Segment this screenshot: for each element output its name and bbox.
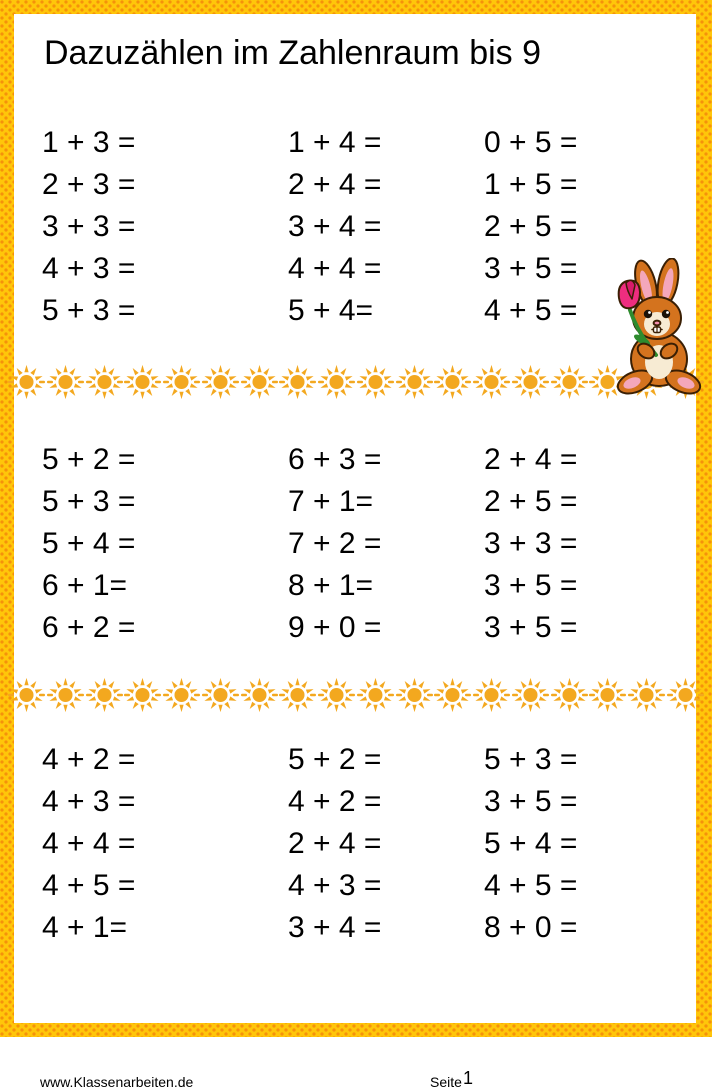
- sun-divider: [8, 673, 704, 717]
- footer-website: www.Klassenarbeiten.de: [40, 1074, 194, 1088]
- problem-column: [288, 122, 488, 332]
- math-problem: 4 + 2 =: [42, 743, 136, 776]
- math-problem: 3 + 4 =: [288, 911, 382, 944]
- math-problem: 1 + 3 =: [42, 126, 136, 159]
- footer-page-number: 1: [463, 1068, 474, 1088]
- math-problem: 4 + 3 =: [42, 252, 136, 285]
- math-problem: 2 + 3 =: [42, 168, 136, 201]
- math-problem: 2 + 4 =: [288, 827, 382, 860]
- math-problem: 2 + 5 =: [484, 485, 578, 518]
- math-problem: 2 + 4 =: [288, 168, 382, 201]
- math-problem: 5 + 3 =: [42, 294, 136, 327]
- math-problem: 3 + 5 =: [484, 611, 578, 644]
- math-problem: 4 + 4 =: [42, 827, 136, 860]
- problem-column: [288, 739, 488, 949]
- math-problem: 4 + 5 =: [484, 869, 578, 902]
- math-problem: 5 + 2 =: [42, 443, 136, 476]
- problem-column: [42, 739, 242, 949]
- math-problem: 4 + 4 =: [288, 252, 382, 285]
- math-problem: 2 + 4 =: [484, 443, 578, 476]
- math-problem: 7 + 2 =: [288, 527, 382, 560]
- problem-column: [42, 439, 242, 649]
- math-problem: 5 + 3 =: [42, 485, 136, 518]
- math-problem: 6 + 3 =: [288, 443, 382, 476]
- math-problem: 5 + 4 =: [484, 827, 578, 860]
- math-problem: 2 + 5 =: [484, 210, 578, 243]
- math-problem: 5 + 3 =: [484, 743, 578, 776]
- math-problem: 4 + 2 =: [288, 785, 382, 818]
- bunny-with-tulip-illustration: [606, 258, 704, 396]
- math-problem: 0 + 5 =: [484, 126, 578, 159]
- math-problem: 4 + 3 =: [288, 869, 382, 902]
- math-problem: 3 + 3 =: [484, 527, 578, 560]
- math-problem: 6 + 1=: [42, 569, 128, 602]
- problem-column: [484, 739, 684, 949]
- math-problem: 8 + 0 =: [484, 911, 578, 944]
- math-problem: 5 + 2 =: [288, 743, 382, 776]
- math-problem: 7 + 1=: [288, 485, 374, 518]
- bunny-nose: [654, 321, 661, 326]
- math-problem: 4 + 5 =: [484, 294, 578, 327]
- math-problem: 5 + 4 =: [42, 527, 136, 560]
- page-title: Dazuzählen im Zahlenraum bis 9: [44, 34, 542, 72]
- math-problem: 3 + 5 =: [484, 785, 578, 818]
- math-problem: 4 + 3 =: [42, 785, 136, 818]
- problem-column: [288, 439, 488, 649]
- math-problem: 8 + 1=: [288, 569, 374, 602]
- math-problem: 4 + 1=: [42, 911, 128, 944]
- problem-column: [42, 122, 242, 332]
- sun-divider: [8, 360, 704, 404]
- math-problem: 3 + 5 =: [484, 252, 578, 285]
- footer-page-label: Seite: [430, 1074, 462, 1088]
- math-problem: 3 + 3 =: [42, 210, 136, 243]
- math-problem: 3 + 5 =: [484, 569, 578, 602]
- math-problem: 1 + 5 =: [484, 168, 578, 201]
- math-problem: 5 + 4=: [288, 294, 374, 327]
- problem-column: [484, 439, 684, 649]
- math-problem: 3 + 4 =: [288, 210, 382, 243]
- math-problem: 9 + 0 =: [288, 611, 382, 644]
- math-problem: 6 + 2 =: [42, 611, 136, 644]
- math-problem: 1 + 4 =: [288, 126, 382, 159]
- math-problem: 4 + 5 =: [42, 869, 136, 902]
